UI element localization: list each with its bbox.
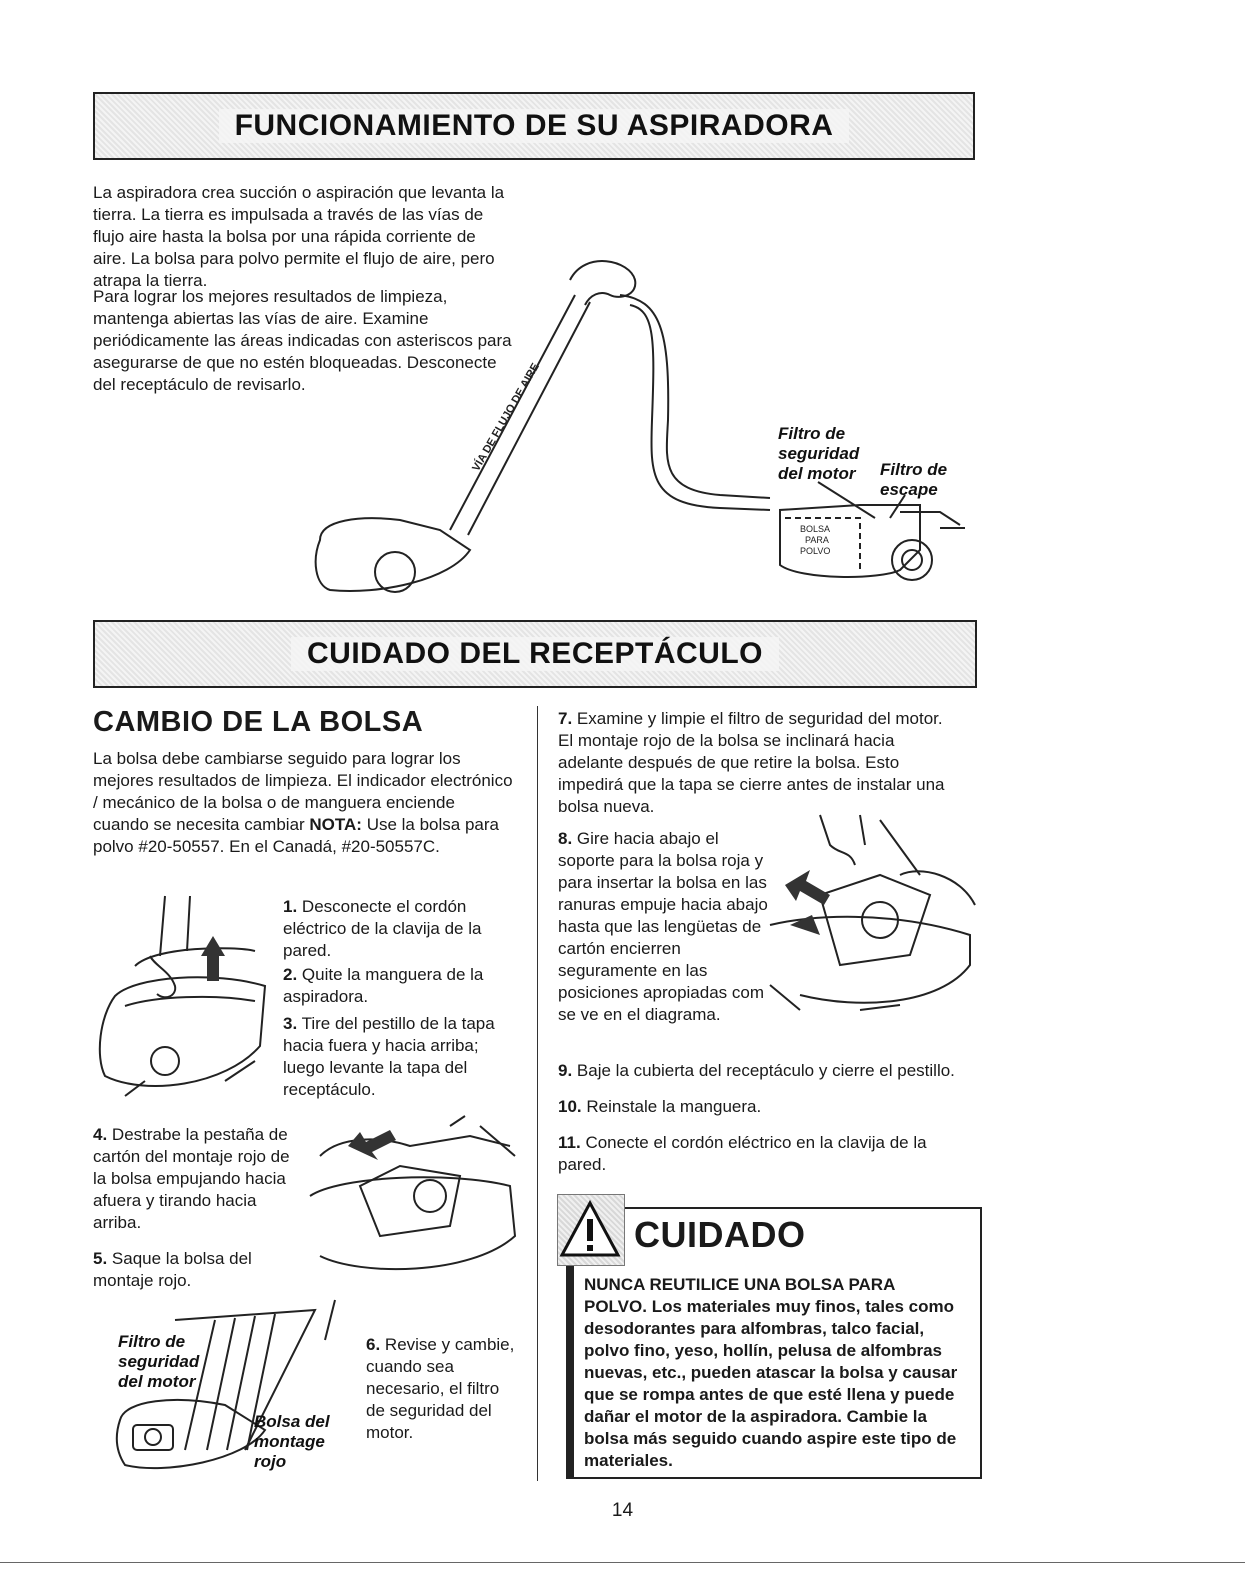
bag-label-1: BOLSA	[800, 524, 831, 534]
fig6-bag-mount-label: Bolsa del montage rojo	[254, 1412, 330, 1471]
warning-icon-container	[557, 1194, 625, 1266]
step-7: 7. Examine y limpie el filtro de seguridad del motor. El montaje rojo de la bolsa se inclinará hacia adelante después de que retire la bolsa. Esto impedirá que la tapa se cierre antes de instalar una bolsa nueva.	[558, 709, 945, 816]
step-3: 3. Tire del pestillo de la tapa hacia fuera y hacia arriba; luego levante la tapa del receptáculo.	[283, 1014, 495, 1099]
bottom-rule	[0, 1562, 1245, 1563]
section-title: CUIDADO DEL RECEPTÁCULO	[291, 637, 779, 671]
intro-paragraph-1: La aspiradora crea succión o aspiración que levanta la tierra. La tierra es impulsada a través de las vías de flujo aire hasta la bolsa por una rápida corriente de aire. La bolsa para polvo permite el flujo de aire, pero atrapa la tierra.	[93, 183, 505, 290]
warning-text: NUNCA REUTILICE UNA BOLSA PARA POLVO. Los materiales muy finos, tales como desodorantes para alfombras, talco facial, polvo fino, yeso, hollín, pelusa de alfombras nuevas, etc., pueden atascar la bolsa y causar que se rompa antes de que esté llena y puede dañar el motor de la aspiradora. Cambie la bolsa más seguido cuando aspire este tipo de materiales.	[584, 1275, 958, 1470]
airflow-path-label: VÍA DE FLUJO DE AIRE	[470, 361, 542, 474]
section-banner-funcionamiento	[93, 92, 975, 160]
bag-tab-illustration	[300, 1116, 525, 1276]
bag-change-paragraph: La bolsa debe cambiarse seguido para lograr los mejores resultados de limpieza. El indicador electrónico / mecánico de la bolsa o de manguera enciende cuando se necesita cambiar NOTA: Use la bolsa para polvo #20-50557. En el Canadá, #20-50557C.	[93, 749, 513, 856]
step-6: 6. Revise y cambie, cuando sea necesario, el filtro de seguridad del motor.	[366, 1335, 515, 1442]
step-2: 2. Quite la manguera de la aspiradora.	[283, 965, 484, 1006]
fig6-motor-filter-label: Filtro de seguridad del motor	[118, 1332, 200, 1391]
insert-bag-illustration	[770, 815, 980, 1015]
intro-paragraph-2: Para lograr los mejores resultados de limpieza, mantenga abiertas las vías de aire. Examine periódicamente las áreas indicadas con asteriscos para asegurarse de que no estén bloqueadas. Desconecte del receptáculo de revisarlo.	[93, 287, 512, 394]
step-1: 1. Desconecte el cordón eléctrico de la clavija de la pared.	[283, 897, 482, 960]
vacuum-airflow-diagram	[300, 250, 970, 610]
step-11: 11. Conecte el cordón eléctrico en la clavija de la pared.	[558, 1133, 927, 1174]
motor-filter-label: Filtro de seguridad del motor	[778, 424, 860, 483]
warning-triangle-icon	[558, 1195, 622, 1263]
open-lid-illustration	[95, 896, 275, 1106]
step-8: 8. Gire hacia abajo el soporte para la bolsa roja y para insertar la bolsa en las ranuras empuje hacia abajo hasta que las lengüetas de cartón encierren seguramente en las posiciones apropiadas com se ve en el diagrama.	[558, 829, 768, 1024]
step-5: 5. Saque la bolsa del montaje rojo.	[93, 1249, 252, 1290]
page-number: 14	[611, 1500, 634, 1521]
bag-label-2: PARA	[805, 535, 829, 545]
column-divider	[537, 706, 538, 1481]
exhaust-filter-label: Filtro de escape	[880, 460, 948, 499]
step-10: 10. Reinstale la manguera.	[558, 1097, 762, 1116]
bag-label-3: POLVO	[800, 546, 831, 556]
warning-title: CUIDADO	[634, 1214, 806, 1255]
section-banner-cuidado-receptaculo	[93, 620, 977, 688]
section-title: FUNCIONAMIENTO DE SU ASPIRADORA	[219, 109, 850, 143]
step-9: 9. Baje la cubierta del receptáculo y cierre el pestillo.	[558, 1061, 955, 1080]
note-label: NOTA:	[309, 815, 362, 834]
bag-change-heading: CAMBIO DE LA BOLSA	[93, 706, 424, 738]
step-4: 4. Destrabe la pestaña de cartón del montaje rojo de la bolsa empujando hacia afuera y tirando hacia arriba.	[93, 1125, 290, 1232]
